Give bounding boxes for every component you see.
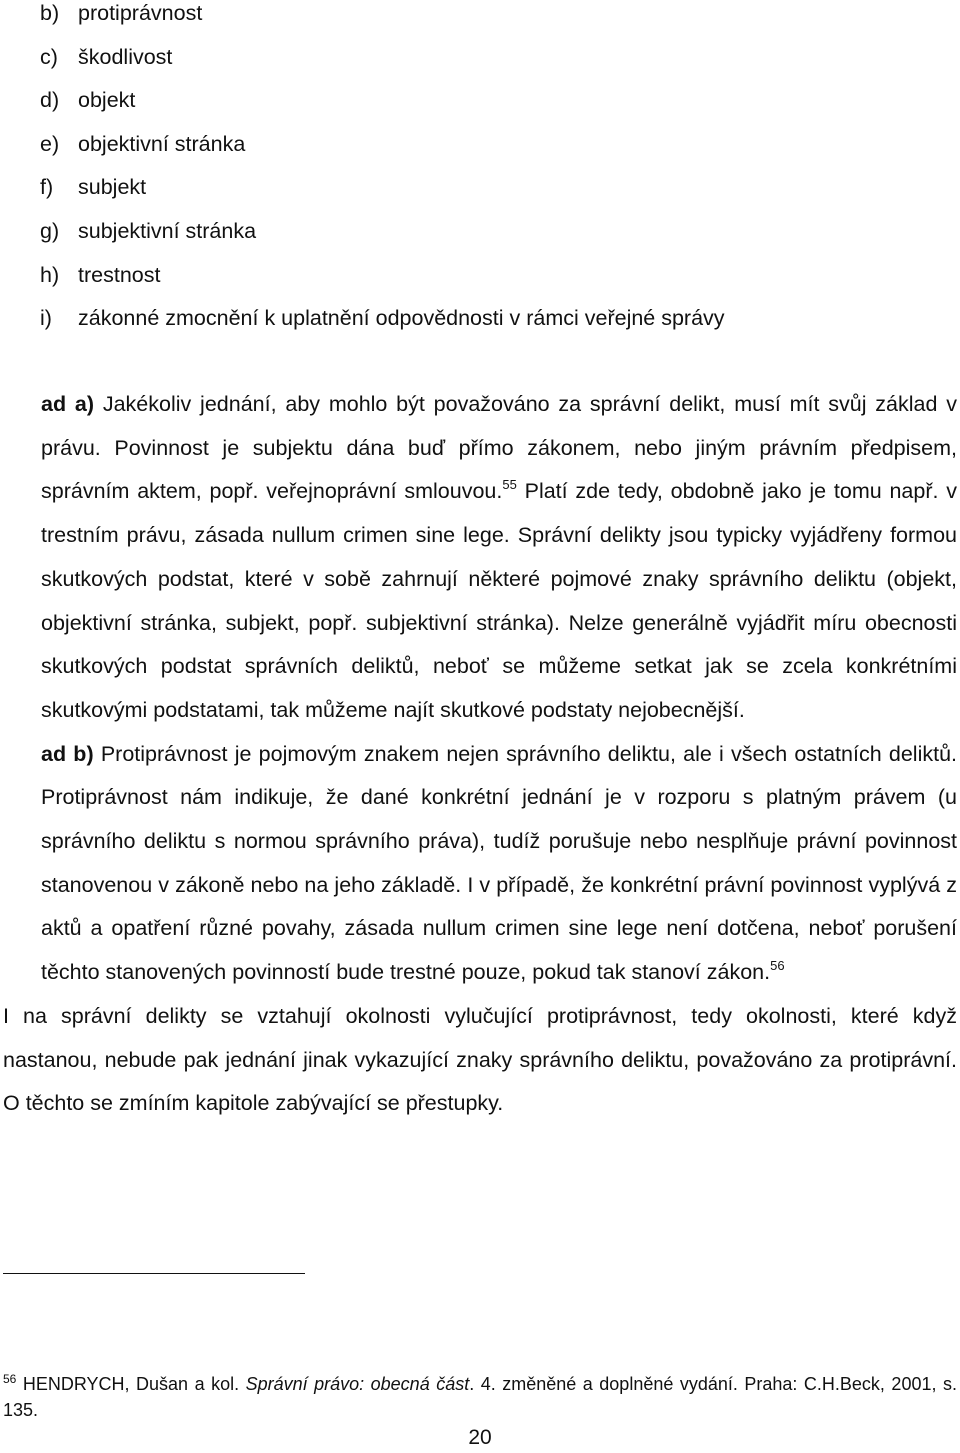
list-item: f) subjekt (40, 175, 147, 200)
footnote: $^{56}$ HENDRYCH, Dušan a kol. Správní právo: obecná část. 4. změněné a doplněné vydání. Praha: C.H.Beck, 2001, s. 135. (3, 1372, 957, 1420)
footnote-reference[interactable]: 56 (770, 958, 785, 974)
paragraph: I na správní delikty se vztahují okolnosti vylučující protiprávnost, tedy okolnosti, které když nastanou, nebude pak jednání jinak vykazující znaky správního deliktu, považováno za protiprávní. O těchto se zmíním kapitole zabývající se přestupky. (3, 1003, 957, 1116)
footnote-number: 56 (3, 1372, 17, 1386)
list-item: c) škodlivost (40, 44, 173, 69)
page-number: 20 (468, 1426, 492, 1449)
list-item: e) objektivní stránka (40, 131, 246, 156)
paragraph-ad-b: ad b) Protiprávnost je pojmovým znakem nejen správního deliktu, ale i všech ostatních deliktů. Protiprávnost nám indikuje, že dané konkrétní jednání je v rozporu s platným právem (u správního deliktu s normou správního práva), tudíž porušuje nebo nesplňuje právní povinnost stanovenou v zákoně nebo na jeho základě. I v případě, že konkrétní právní povinnost vyplývá z aktů a opatření různé povahy, zásada nullum crimen sine lege není dotčena, neboť porušení těchto stanovených povinností bude trestné pouze, pokud tak stanoví zákon.$^{56}$ (41, 741, 958, 985)
paragraph-ad-a: ad a) Jakékoliv jednání, aby mohlo být považováno za správní delikt, musí mít svůj základ v právu. Povinnost je subjektu dána buď přímo zákonem, nebo jiným právním předpisem, správním aktem, popř. veřejnoprávní smlouvou.$^{55}$ Platí zde tedy, obdobně jako je tomu např. v trestním právu, zásada nullum crimen sine lege. Správní delikty jsou typicky vyjádřeny formou skutkových podstat, které v sobě zahrnují některé pojmové znaky správního deliktu (objekt, objektivní stránka, subjekt, popř. subjektivní stránka). Nelze generálně vyjádřit míru obecnosti skutkových podstat správních deliktů, neboť se můžeme setkat jak se zcela konkrétními skutkovými podstatami, tak můžeme najít skutkové podstaty nejobecnější. (41, 392, 958, 722)
paragraph-label: ad a) (41, 392, 95, 416)
body-text (3, 383, 957, 1126)
list-item: b) protiprávnost (40, 1, 203, 25)
list-item: i) zákonné zmocnění k uplatnění odpovědnosti v rámci veřejné správy (40, 306, 725, 331)
list-item: h) trestnost (40, 262, 161, 287)
footnote-separator (3, 1273, 305, 1274)
criteria-list (40, 0, 725, 341)
paragraph-label: ad b) (41, 741, 94, 766)
list-item: d) objekt (40, 88, 136, 113)
list-item: g) subjektivní stránka (40, 218, 257, 243)
footnote-reference[interactable]: 55 (502, 477, 517, 493)
footnote-title: Správní právo: obecná část (245, 1374, 470, 1394)
